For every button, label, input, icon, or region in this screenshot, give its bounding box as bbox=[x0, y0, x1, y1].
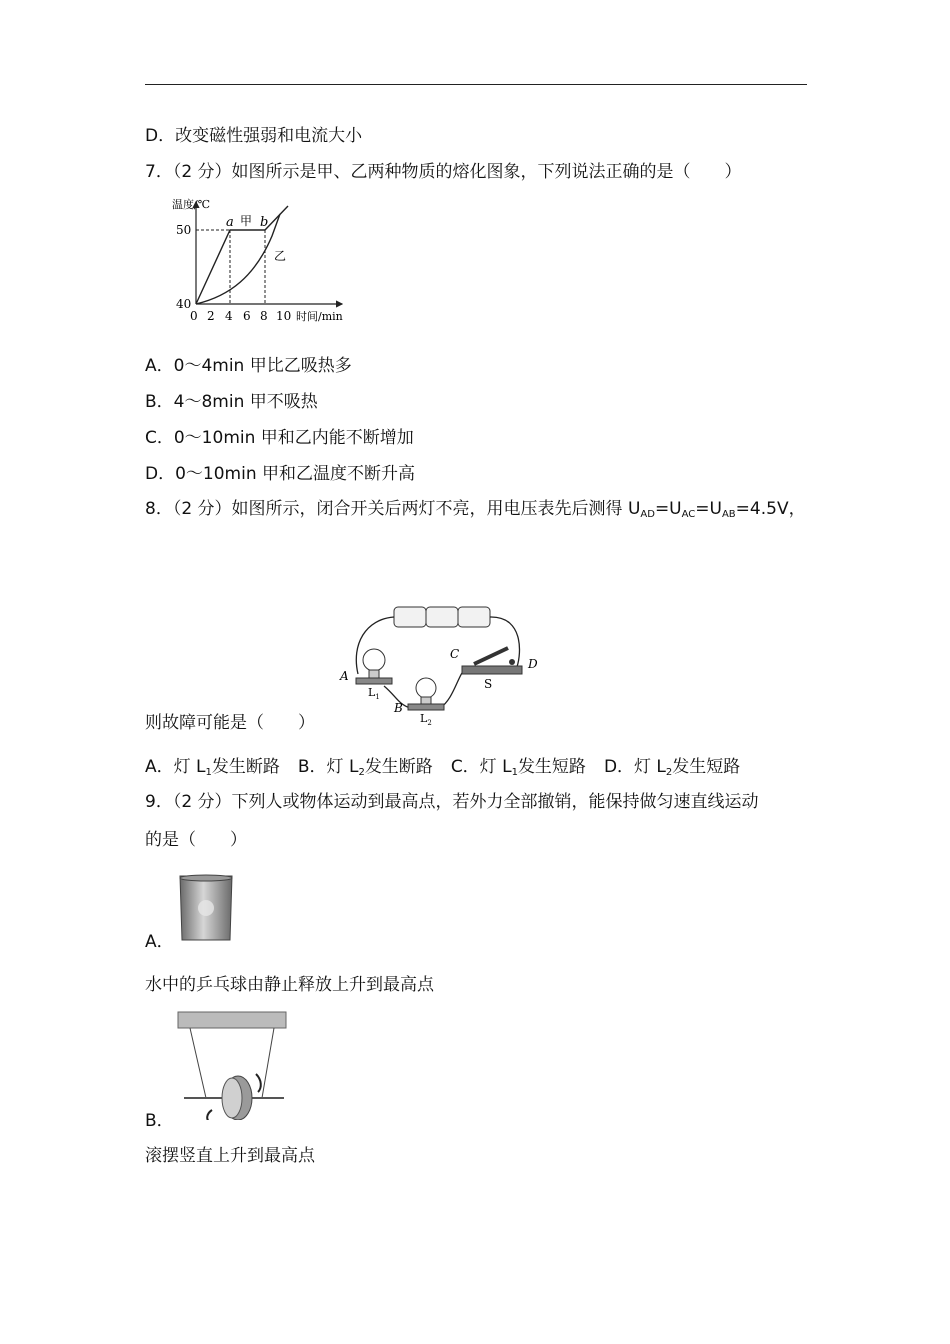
battery-pack bbox=[394, 607, 490, 627]
q7-option-a: A．0～4min 甲比乙吸热多 bbox=[145, 356, 352, 376]
graph-x-label: 时间/min bbox=[296, 310, 343, 323]
q9-stem-line1: 9．（2 分）下列人或物体运动到最高点，若外力全部撤销，能保持做匀速直线运动 bbox=[145, 792, 759, 812]
graph-x-tick: 2 bbox=[207, 309, 215, 323]
q7-stem: 7．（2 分）如图所示是甲、乙两种物质的熔化图象，下列说法正确的是（ ） bbox=[145, 162, 742, 182]
q9-option-b-letter: B． bbox=[145, 1111, 174, 1131]
switch-s bbox=[462, 648, 522, 674]
circuit-diagram bbox=[336, 604, 546, 728]
lamp-l2 bbox=[408, 678, 444, 710]
q6-option-d: D．改变磁性强弱和电流大小 bbox=[145, 126, 363, 146]
graph-y-tick: 40 bbox=[176, 297, 192, 311]
pendulum-image bbox=[176, 1010, 290, 1120]
q9-option-a-letter: A． bbox=[145, 932, 174, 952]
graph-x-tick: 0 bbox=[190, 309, 198, 323]
q7-option-d: D．0～10min 甲和乙温度不断升高 bbox=[145, 464, 415, 484]
q7-option-b: B．4～8min 甲不吸热 bbox=[145, 392, 318, 412]
circuit-label-d: D bbox=[528, 657, 538, 671]
q8-option-b: B．灯 $L_2$发生断路 bbox=[297, 757, 433, 778]
q8-options bbox=[145, 755, 758, 779]
graph-label-jia: 甲 bbox=[240, 214, 253, 228]
q8-stem: 8．（2 分）如图所示，闭合开关后两灯不亮，用电压表先后测得 $U_{AD}=U_{AC}=U_{AB}=4.5V$， bbox=[145, 499, 806, 520]
q9-stem-line2: 的是（ ） bbox=[145, 830, 247, 850]
header-rule bbox=[145, 84, 807, 85]
q7-option-c: C．0～10min 甲和乙内能不断增加 bbox=[145, 428, 414, 448]
circuit-label-b: B bbox=[394, 701, 403, 715]
wire bbox=[490, 617, 519, 669]
graph-y-label: 温度/℃ bbox=[172, 198, 211, 211]
q8-option-a: A．灯 $L_1$发生断路 bbox=[145, 757, 280, 778]
melting-graph bbox=[170, 196, 360, 328]
graph-point-b: b bbox=[260, 215, 269, 230]
circuit-label-s: S bbox=[484, 677, 493, 691]
circuit-label-l2: $L_2$ bbox=[420, 712, 432, 727]
q8-option-c: C．灯 $L_1$发生短路 bbox=[450, 757, 586, 778]
q8-stem-cont: 则故障可能是（ ） bbox=[145, 713, 315, 733]
graph-label-yi: 乙 bbox=[274, 249, 287, 263]
graph-x-tick: 6 bbox=[243, 309, 251, 323]
circuit-label-l1: $L_1$ bbox=[368, 686, 380, 701]
q8-option-d: D．灯 $L_2$发生短路 bbox=[603, 757, 741, 778]
q9-option-a-text: 水中的乒乓球由静止释放上升到最高点 bbox=[145, 975, 434, 995]
graph-x-tick: 10 bbox=[276, 309, 292, 323]
graph-x-tick: 8 bbox=[260, 309, 268, 323]
graph-x-tick: 4 bbox=[225, 309, 233, 323]
circuit-label-a: A bbox=[340, 669, 349, 683]
graph-y-tick: 50 bbox=[176, 223, 192, 237]
lamp-l1 bbox=[356, 649, 392, 684]
graph-point-a: a bbox=[226, 215, 234, 230]
circuit-label-c: C bbox=[450, 647, 460, 661]
beaker-image bbox=[176, 872, 236, 944]
q9-option-b-text: 滚摆竖直上升到最高点 bbox=[145, 1146, 315, 1166]
